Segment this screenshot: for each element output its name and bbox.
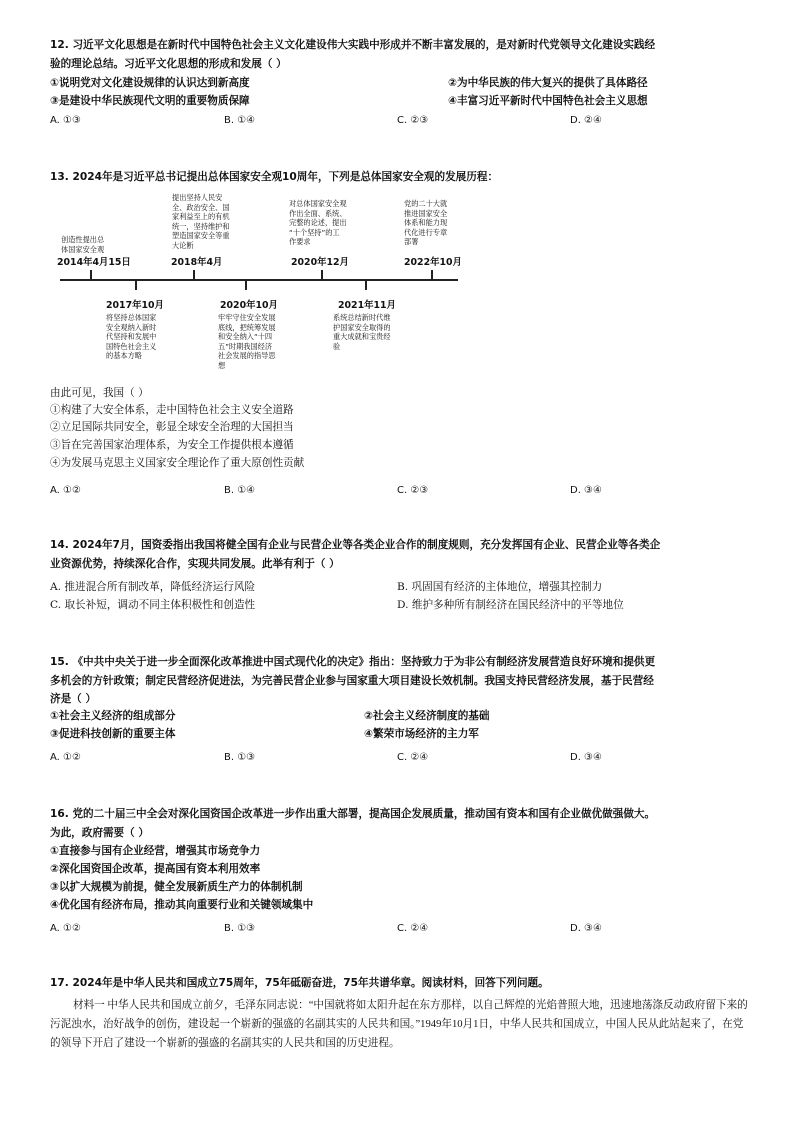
q12-stem-line2: 验的理论总结。习近平文化思想的形成和发展（ ） (50, 58, 287, 70)
timeline-tick (135, 280, 137, 290)
q15-option-d[interactable]: D. ③④ (570, 752, 602, 763)
q15-statement-2: ②社会主义经济制度的基础 (364, 710, 490, 722)
q14-option-d[interactable]: D. 维护多种所有制经济在国民经济中的平等地位 (397, 599, 624, 611)
timeline-tick (245, 280, 247, 290)
q12-statement-2: ②为中华民族的伟大复兴的提供了具体路径 (448, 77, 648, 89)
q12-statement-4: ④丰富习近平新时代中国特色社会主义思想 (448, 95, 648, 107)
q13-option-c[interactable]: C. ②③ (397, 485, 429, 496)
q13-statement-1: ①构建了大安全体系，走中国特色社会主义安全道路 (50, 404, 294, 416)
q16-option-c[interactable]: C. ②④ (397, 923, 429, 934)
q16-option-b[interactable]: B. ①③ (224, 923, 256, 934)
q15-option-c[interactable]: C. ②④ (397, 752, 429, 763)
q13-option-b[interactable]: B. ①④ (224, 485, 256, 496)
q16-statement-3: ③以扩大规模为前提，健全发展新质生产力的体制机制 (50, 881, 303, 893)
timeline-tick (193, 270, 195, 280)
timeline-event-desc: 创造性提出总 体国家安全观 (61, 235, 105, 254)
q16-statement-2: ②深化国资国企改革，提高国有资本利用效率 (50, 863, 261, 875)
q16-statement-1: ①直接参与国有企业经营，增强其市场竞争力 (50, 845, 261, 857)
q15-stem-line1: 15. 《中共中央关于进一步全面深化改革推进中国式现代化的决定》指出：坚持致力于为非公有制经济发展营造良好环境和提供更 (50, 656, 656, 668)
q15-stem-line2: 多机会的方针政策；制定民营经济促进法，为完善民营企业参与国家重大项目建设长效机制。我国支持民营经济发展，基于民营经 (50, 675, 654, 687)
timeline-event-desc: 党的二十大就 推进国家安全 体系和能力现 代化进行专章 部署 (404, 199, 448, 247)
q15-option-a[interactable]: A. ①② (50, 752, 81, 763)
timeline-event-desc: 系统总结新时代维 护国家安全取得的 重大成就和宝贵经 验 (333, 313, 391, 351)
q13-statement-3: ③旨在完善国家治理体系，为安全工作提供根本遵循 (50, 439, 294, 451)
timeline-date: 2018年4月 (171, 257, 223, 268)
timeline-date: 2014年4月15日 (57, 257, 131, 268)
q14-stem-line2: 业资源优势，持续深化合作，实现共同发展。此举有利于（ ） (50, 558, 340, 570)
timeline-date: 2020年10月 (220, 300, 278, 311)
timeline-tick (365, 280, 367, 290)
q14-option-c[interactable]: C. 取长补短，调动不同主体积极性和创造性 (50, 599, 256, 611)
q16-statement-4: ④优化国有经济布局，推动其向重要行业和关键领域集中 (50, 899, 314, 911)
timeline-tick (431, 270, 433, 280)
q12-option-c[interactable]: C. ②③ (397, 115, 429, 126)
q16-stem-line1: 16. 党的二十届三中全会对深化国资国企改革进一步作出重大部署，提高国企发展质量，推动国有资本和国有企业做优做强做大。 (50, 808, 656, 820)
q15-option-b[interactable]: B. ①③ (224, 752, 256, 763)
timeline-tick (321, 270, 323, 280)
q17-stem: 17. 2024年是中华人民共和国成立75周年，75年砥砺奋进，75年共谱华章。阅读材料，回答下列问题。 (50, 977, 549, 989)
timeline-event-desc: 对总体国家安全观 作出全面、系统、 完整的论述，提出 “十个坚持”的工 作要求 (289, 199, 347, 247)
q12-stem-line1: 12. 习近平文化思想是在新时代中国特色社会主义文化建设伟大实践中形成并不断丰富发展的，是对新时代党领导文化建设实践经 (50, 39, 656, 51)
q13-stem: 13. 2024年是习近平总书记提出总体国家安全观10周年，下列是总体国家安全观的发展历程： (50, 171, 499, 183)
q15-statement-4: ④繁荣市场经济的主力军 (364, 728, 479, 740)
q12-option-b[interactable]: B. ①④ (224, 115, 256, 126)
q13-lead: 由此可见，我国（ ） (50, 387, 149, 399)
timeline-event-desc: 提出坚持人民安 全、政治安全、国 家利益至上的有机 统一，坚持维护和 塑造国家安全等重 大论断 (172, 193, 230, 250)
timeline-date: 2021年11月 (338, 300, 396, 311)
q14-option-a[interactable]: A. 推进混合所有制改革，降低经济运行风险 (50, 581, 256, 593)
q16-option-d[interactable]: D. ③④ (570, 923, 602, 934)
q15-statement-3: ③促进科技创新的重要主体 (50, 728, 176, 740)
q13-statement-2: ②立足国际共同安全，彰显全球安全治理的大国担当 (50, 421, 294, 433)
q16-stem-line2: 为此，政府需要（ ） (50, 827, 150, 839)
timeline-axis (60, 279, 458, 281)
timeline-date: 2022年10月 (404, 257, 462, 268)
q12-option-a[interactable]: A. ①③ (50, 115, 81, 126)
q14-option-b[interactable]: B. 巩固国有经济的主体地位，增强其控制力 (397, 581, 603, 593)
q17-material-1: 材料一 中华人民共和国成立前夕，毛泽东同志说：“中国就将如太阳升起在东方那样，以自己辉煌的光焰普照大地，迅速地荡涤反动政府留下来的污泥浊水，治好战争的创伤，建设起一个崭新的强盛的名副其实的人民共和国。”1949年10月1日，中华人民共和国成立，中国人民从此站起来了，在党的领导下开启了建设一个崭新的强盛的名副其实的人民共和国的历史进程。 (50, 1000, 748, 1049)
q15-stem-line3: 济是（ ） (50, 693, 97, 705)
timeline-event-desc: 将坚持总体国家 安全观纳入新时 代坚持和发展中 国特色社会主义 的基本方略 (106, 313, 157, 361)
q16-option-a[interactable]: A. ①② (50, 923, 81, 934)
timeline-event-desc: 牢牢守住安全发展 底线，把统筹发展 和安全纳入“十四 五”时期我国经济 社会发展的指导思 想 (218, 313, 276, 370)
q13-statement-4: ④为发展马克思主义国家安全理论作了重大原创性贡献 (50, 457, 305, 469)
timeline-tick (90, 270, 92, 280)
q12-option-d[interactable]: D. ②④ (570, 115, 602, 126)
q12-statement-3: ③是建设中华民族现代文明的重要物质保障 (50, 95, 250, 107)
timeline-date: 2017年10月 (106, 300, 164, 311)
q13-option-a[interactable]: A. ①② (50, 485, 81, 496)
q14-stem-line1: 14. 2024年7月，国资委指出我国将健全国有企业与民营企业等各类企业合作的制度规则，充分发挥国有企业、民营企业等各类企 (50, 539, 661, 551)
q15-statement-1: ①社会主义经济的组成部分 (50, 710, 176, 722)
timeline-date: 2020年12月 (291, 257, 349, 268)
q12-statement-1: ①说明党对文化建设规律的认识达到新高度 (50, 77, 250, 89)
q13-option-d[interactable]: D. ③④ (570, 485, 602, 496)
q13-timeline (0, 0, 794, 380)
